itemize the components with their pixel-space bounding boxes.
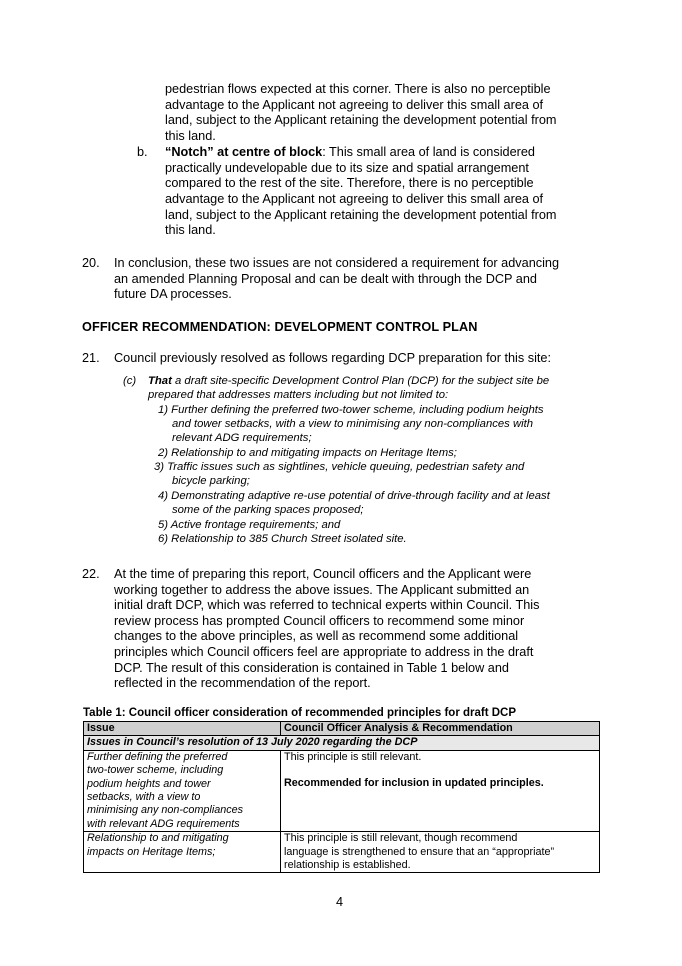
principles-table [83,721,600,873]
item-b-line: practically undevelopable due to its size and spatial arrangement [165,161,529,175]
para-22-number: 22. [82,567,100,581]
issue-cell: Relationship to and mitigating impacts on Heritage Items; [84,832,281,873]
resolution-line: some of the parking spaces proposed; [172,504,364,516]
section-heading: OFFICER RECOMMENDATION: DEVELOPMENT CONTROL PLAN [82,320,478,334]
para-22-line: review process has prompted Council officers to recommend some minor [114,614,525,628]
table-caption: Table 1: Council officer consideration of recommended principles for draft DCP [83,707,517,719]
item-b-line: “Notch” at centre of block: This small area of land is considered [165,145,535,159]
para-22-line: principles which Council officers feel are appropriate to address in the draft [114,645,534,659]
para-22-line: working together to address the above issues. The Applicant submitted an [114,583,530,597]
column-header-analysis: Council Officer Analysis & Recommendation [281,722,600,736]
resolution-line: 3) Traffic issues such as sightlines, vehicle queuing, pedestrian safety and [154,461,525,473]
para-20-number: 20. [82,256,100,270]
resolution-line: and tower setbacks, with a view to minimising any non-compliances with [172,418,534,430]
resolution-line: 4) Demonstrating adaptive re-use potential of drive-through facility and at least [158,490,550,502]
table-section-label: Issues in Council’s resolution of 13 July 2020 regarding the DCP [84,736,600,750]
para-a-line: land, subject to the Applicant retaining the development potential from [165,113,557,127]
issue-cell: Further defining the preferred two-tower scheme, including podium heights and tower setbacks, with a view to minimising any non-compliances with relevant ADG requirements [84,750,281,831]
analysis-cell: This principle is still relevant, though recommend language is strengthened to ensure that an “appropriate” relationship is established. [281,832,600,873]
resolution-marker: (c) [123,375,137,387]
para-21-text: Council previously resolved as follows regarding DCP preparation for this site: [114,351,551,365]
resolution-line: 6) Relationship to 385 Church Street isolated site. [158,533,407,545]
para-22-line: At the time of preparing this report, Council officers and the Applicant were [114,567,532,581]
item-b-marker: b. [137,145,148,159]
para-22-line: reflected in the recommendation of the report. [114,676,371,690]
column-header-issue: Issue [84,722,281,736]
para-20-line: In conclusion, these two issues are not considered a requirement for advancing [114,256,560,270]
resolution-line: bicycle parking; [172,475,250,487]
para-21-number: 21. [82,351,100,365]
page-number: 4 [336,895,344,909]
resolution-that: That [148,375,172,387]
item-b-line: compared to the rest of the site. Therefore, there is no perceptible [165,176,534,190]
para-20-line: an amended Planning Proposal and can be dealt with through the DCP and [114,272,537,286]
resolution-line: prepared that addresses matters including but not limited to: [148,389,449,401]
resolution-line: 2) Relationship to and mitigating impacts on Heritage Items; [158,447,457,459]
recommendation-text: Recommended for inclusion in updated principles. [284,777,544,790]
analysis-cell: This principle is still relevant. Recommended for inclusion in updated principles. [281,750,600,831]
para-22-line: DCP. The result of this consideration is contained in Table 1 below and [114,661,509,675]
table-row [84,832,600,873]
resolution-line: That a draft site-specific Development Control Plan (DCP) for the subject site be [148,375,550,387]
para-a-line: pedestrian flows expected at this corner. There is also no perceptible [165,82,551,96]
item-b-line: this land. [165,223,216,237]
para-22-line: initial draft DCP, which was referred to technical experts within Council. This [114,598,540,612]
para-a-line: this land. [165,129,216,143]
item-b-title: “Notch” at centre of block [165,145,323,159]
para-a-line: advantage to the Applicant not agreeing to deliver this small area of [165,98,544,112]
para-22-line: changes to the above principles, as well as recommend some additional [114,629,519,643]
resolution-line: 5) Active frontage requirements; and [158,519,341,531]
item-b-line: advantage to the Applicant not agreeing to deliver this small area of [165,192,544,206]
table-row [84,750,600,831]
item-b-line: land, subject to the Applicant retaining the development potential from [165,208,557,222]
table-header-row [84,722,600,736]
resolution-line: 1) Further defining the preferred two-tower scheme, including podium heights [158,404,544,416]
para-20-line: future DA processes. [114,287,232,301]
resolution-line: relevant ADG requirements; [172,432,312,444]
table-section-row [84,736,600,750]
